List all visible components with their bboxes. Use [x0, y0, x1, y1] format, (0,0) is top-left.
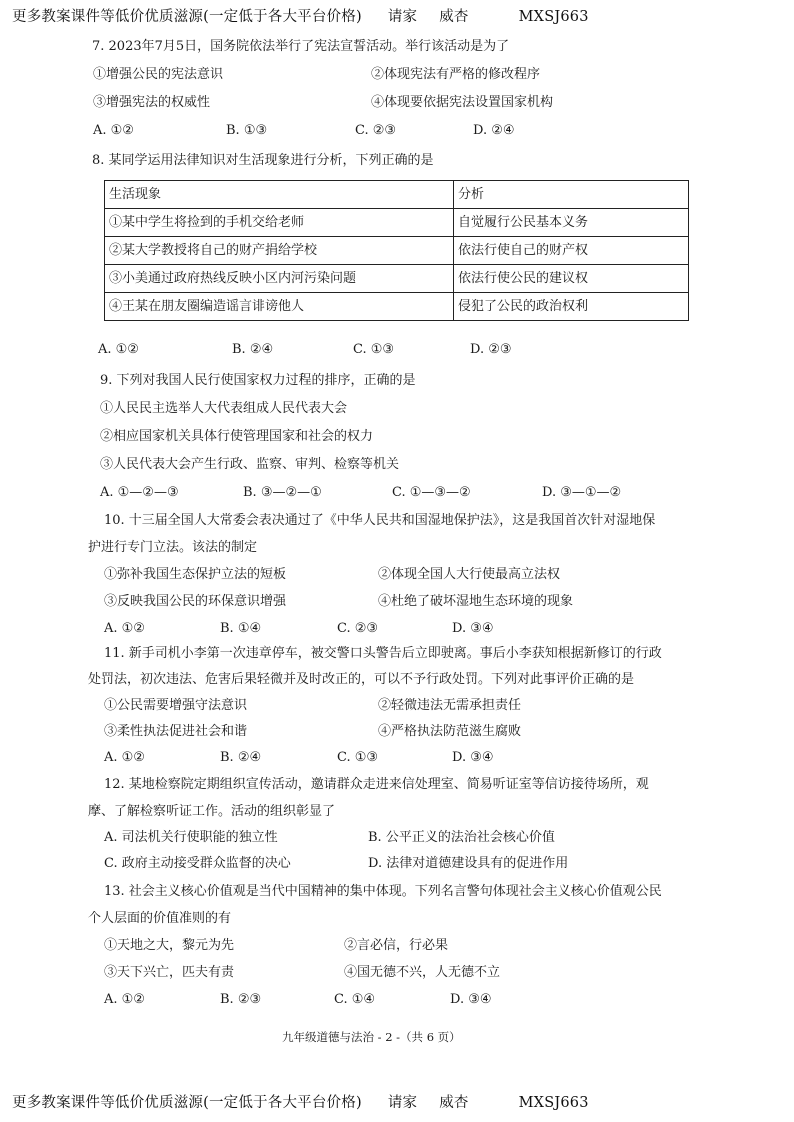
banner-contact-label: 请家: [387, 9, 418, 25]
q8-option-c: C. ①③: [353, 342, 395, 357]
question-9-stem: 9. 下列对我国人民行使国家权力过程的排序，正确的是: [100, 373, 416, 388]
table-header-cell: 生活现象: [105, 181, 454, 209]
q8-option-d: D. ②③: [470, 342, 512, 357]
question-13-stem-line-1: 13. 社会主义核心价值观是当代中国精神的集中体现。下列名言警句体现社会主义核心价值观公民: [104, 884, 662, 899]
q12-option-b: B. 公平正义的法治社会核心价值: [368, 830, 555, 845]
q7-item-4: ④体现要依据宪法设置国家机构: [371, 95, 554, 110]
q11-item-1: ①公民需要增强守法意识: [104, 698, 248, 713]
q7-option-a: A. ①②: [93, 123, 134, 138]
table-cell: ④王某在朋友圈编造谣言诽谤他人: [105, 293, 454, 321]
q7-option-b: B. ①③: [226, 123, 268, 138]
top-banner: [12, 8, 589, 26]
q9-option-a: A. ①—②—③: [100, 485, 179, 500]
table-cell: 侵犯了公民的政治权利: [454, 293, 689, 321]
q7-item-2: ②体现宪法有严格的修改程序: [371, 67, 541, 82]
q7-option-c: C. ②③: [355, 123, 397, 138]
q8-option-b: B. ②④: [232, 342, 274, 357]
table-header-row: [105, 181, 689, 209]
table-row: [105, 265, 689, 293]
question-10-stem-line-1: 10. 十三届全国人大常委会表决通过了《中华人民共和国湿地保护法》，这是我国首次针对湿地保: [104, 513, 656, 528]
banner-contact-name: 威杏: [439, 9, 469, 25]
q10-option-c: C. ②③: [337, 621, 379, 636]
banner-text: 更多教案课件等低价优质滋源(一定低于各大平台价格): [12, 1095, 362, 1111]
table-cell: 依法行使公民的建议权: [454, 265, 689, 293]
q10-option-b: B. ①④: [220, 621, 262, 636]
q11-option-c: C. ①③: [337, 750, 379, 765]
question-7-stem: 7. 2023年7月5日，国务院依法举行了宪法宣誓活动。举行该活动是为了: [92, 39, 510, 54]
q11-item-2: ②轻微违法无需承担责任: [378, 698, 522, 713]
banner-code: MXSJ663: [518, 1095, 589, 1111]
q9-item-3: ③人民代表大会产生行政、监察、审判、检察等机关: [100, 457, 400, 472]
q13-item-1: ①天地之大，黎元为先: [104, 938, 235, 953]
q9-option-c: C. ①—③—②: [392, 485, 471, 500]
banner-contact-name: 威杏: [439, 1095, 469, 1111]
banner-contact-label: 请家: [387, 1095, 418, 1111]
question-11-stem-line-2: 处罚法，初次违法、危害后果轻微并及时改正的，可以不予行政处罚。下列对此事评价正确的是: [88, 672, 635, 687]
table-row: [105, 237, 689, 265]
q13-option-c: C. ①④: [334, 992, 376, 1007]
q10-option-d: D. ③④: [452, 621, 494, 636]
q13-item-2: ②言必信，行必果: [344, 938, 449, 953]
q13-item-3: ③天下兴亡，匹夫有责: [104, 965, 235, 980]
q13-item-4: ④国无德不兴，人无德不立: [344, 965, 501, 980]
q9-item-2: ②相应国家机关具体行使管理国家和社会的权力: [100, 429, 374, 444]
table-row: [105, 293, 689, 321]
q9-item-1: ①人民民主选举人大代表组成人民代表大会: [100, 401, 348, 416]
q7-option-d: D. ②④: [473, 123, 515, 138]
q7-item-1: ①增强公民的宪法意识: [93, 67, 224, 82]
question-12-stem-line-1: 12. 某地检察院定期组织宣传活动，邀请群众走进来信处理室、简易听证室等信访接待场所，观: [104, 777, 649, 792]
q11-option-d: D. ③④: [452, 750, 494, 765]
q13-option-a: A. ①②: [104, 992, 145, 1007]
question-12-stem-line-2: 摩、了解检察听证工作。活动的组织彰显了: [88, 804, 336, 819]
q10-item-2: ②体现全国人大行使最高立法权: [378, 567, 561, 582]
q10-item-1: ①弥补我国生态保护立法的短板: [104, 567, 287, 582]
q10-option-a: A. ①②: [104, 621, 145, 636]
table-cell: ②某大学教授将自己的财产捐给学校: [105, 237, 454, 265]
question-11-stem-line-1: 11. 新手司机小李第一次违章停车，被交警口头警告后立即驶离。事后小李获知根据新修订的行政: [104, 646, 662, 661]
table-cell: 依法行使自己的财产权: [454, 237, 689, 265]
table-header-cell: 分析: [454, 181, 689, 209]
page-footer: 九年级道德与法治 - 2 -（共 6 页）: [282, 1030, 461, 1044]
q11-option-a: A. ①②: [104, 750, 145, 765]
table-row: [105, 209, 689, 237]
q11-item-4: ④严格执法防范滋生腐败: [378, 724, 522, 739]
q8-option-a: A. ①②: [98, 342, 139, 357]
table-cell: ①某中学生将捡到的手机交给老师: [105, 209, 454, 237]
q10-item-4: ④杜绝了破坏湿地生态环境的现象: [378, 594, 574, 609]
q11-item-3: ③柔性执法促进社会和谐: [104, 724, 248, 739]
question-13-stem-line-2: 个人层面的价值准则的有: [88, 911, 232, 926]
q7-item-3: ③增强宪法的权威性: [93, 95, 211, 110]
bottom-banner: [12, 1094, 589, 1112]
q10-item-3: ③反映我国公民的环保意识增强: [104, 594, 287, 609]
table-cell: ③小美通过政府热线反映小区内河污染问题: [105, 265, 454, 293]
banner-code: MXSJ663: [518, 9, 589, 25]
q12-option-c: C. 政府主动接受群众监督的决心: [104, 856, 291, 871]
question-8-stem: 8. 某同学运用法律知识对生活现象进行分析，下列正确的是: [92, 153, 434, 168]
q9-option-d: D. ③—①—②: [542, 485, 622, 500]
q8-analysis-table: [104, 180, 689, 321]
question-10-stem-line-2: 护进行专门立法。该法的制定: [88, 540, 258, 555]
q12-option-a: A. 司法机关行使职能的独立性: [104, 830, 278, 845]
q11-option-b: B. ②④: [220, 750, 262, 765]
q13-option-b: B. ②③: [220, 992, 262, 1007]
table-cell: 自觉履行公民基本义务: [454, 209, 689, 237]
q12-option-d: D. 法律对道德建设具有的促进作用: [368, 856, 569, 871]
q9-option-b: B. ③—②—①: [243, 485, 322, 500]
q13-option-d: D. ③④: [450, 992, 492, 1007]
banner-text: 更多教案课件等低价优质滋源(一定低于各大平台价格): [12, 9, 362, 25]
